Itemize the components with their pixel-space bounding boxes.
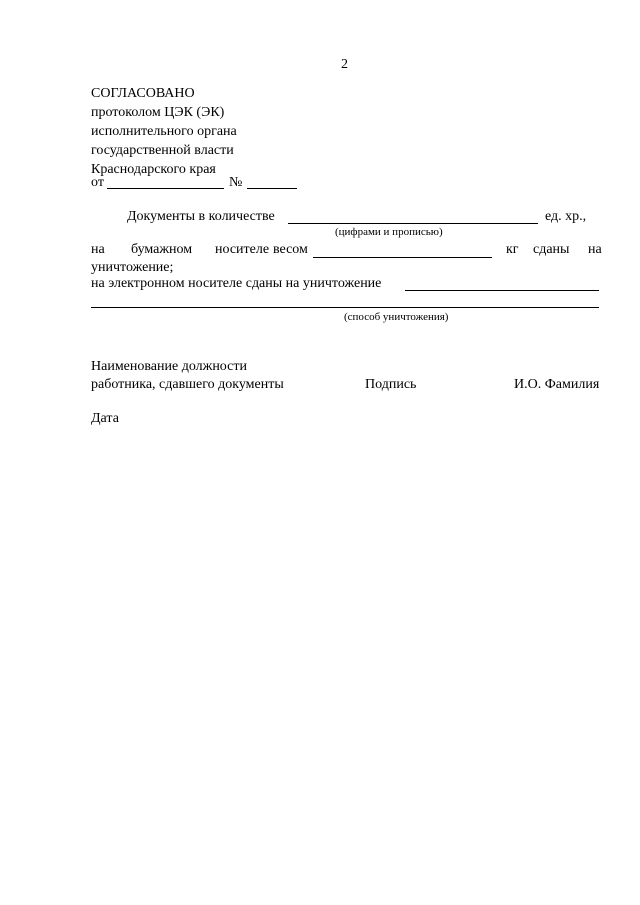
paper-na-word: на — [588, 242, 602, 257]
paper-weight-blank[interactable] — [313, 257, 492, 258]
documents-units-label: ед. хр., — [545, 209, 587, 224]
paper-kg-label: кг — [506, 242, 519, 257]
approval-line-organ: исполнительного органа — [91, 124, 237, 139]
approval-date-label: от — [91, 175, 104, 190]
paper-destruction-word: уничтожение; — [91, 260, 174, 275]
position-line-2: работника, сдавшего документы — [91, 377, 284, 392]
paper-word-weight: весом — [273, 242, 308, 257]
approval-number-label: № — [229, 175, 243, 190]
name-label: И.О. Фамилия — [514, 377, 600, 392]
paper-word-carrier: носителе — [215, 242, 270, 257]
documents-quantity-label: Документы в количестве — [127, 209, 275, 224]
approval-heading: СОГЛАСОВАНО — [91, 86, 195, 101]
approval-line-protocol: протоколом ЦЭК (ЭК) — [91, 105, 225, 120]
date-label: Дата — [91, 411, 119, 426]
electronic-carrier-label: на электронном носителе сданы на уничтожение — [91, 276, 382, 291]
approval-line-authority: государственной власти — [91, 143, 234, 158]
approval-date-blank[interactable] — [107, 188, 224, 189]
paper-word-na: на — [91, 242, 105, 257]
method-full-blank[interactable] — [91, 307, 599, 308]
documents-quantity-hint: (цифрами и прописью) — [335, 226, 443, 238]
approval-number-blank[interactable] — [247, 188, 297, 189]
position-line-1: Наименование должности — [91, 359, 247, 374]
electronic-method-blank[interactable] — [405, 290, 599, 291]
page-number: 2 — [341, 57, 348, 72]
method-hint: (способ уничтожения) — [344, 311, 449, 323]
documents-quantity-blank[interactable] — [288, 223, 538, 224]
approval-line-region: Краснодарского края — [91, 162, 216, 177]
paper-word-paper: бумажном — [131, 242, 193, 257]
paper-handed-word: сданы — [533, 242, 570, 257]
signature-label: Подпись — [365, 377, 417, 392]
